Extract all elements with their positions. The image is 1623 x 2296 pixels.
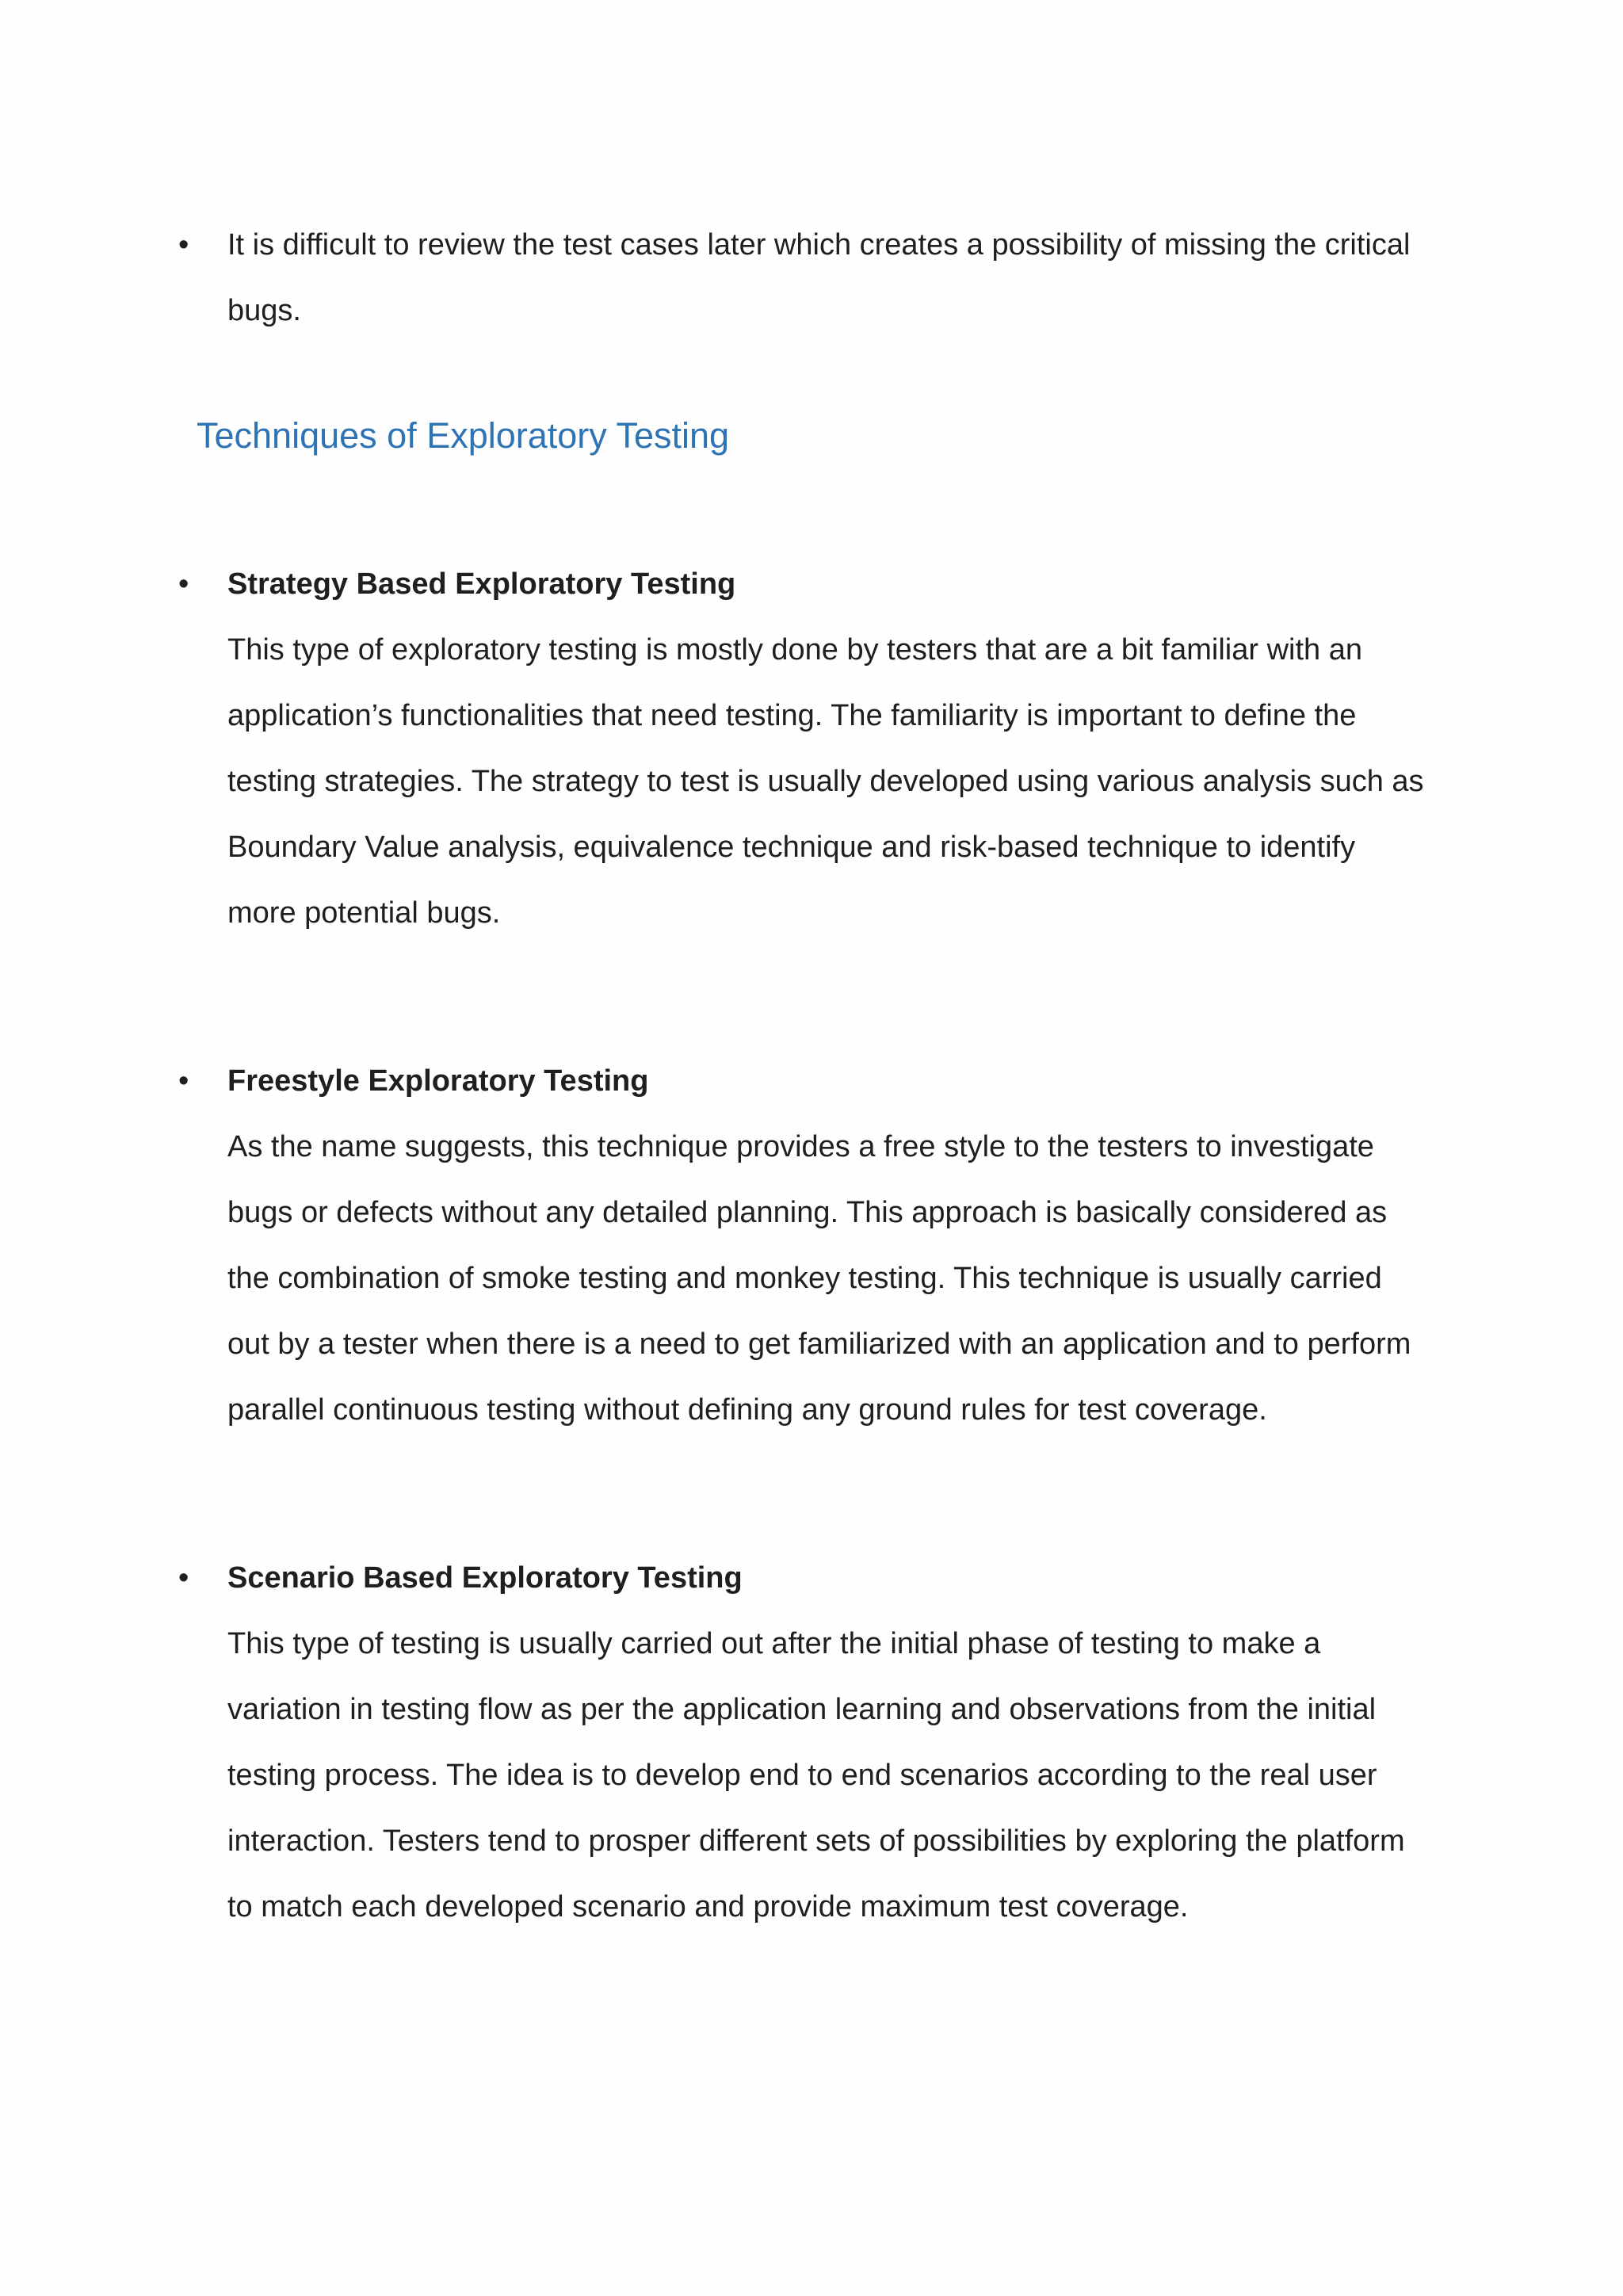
technique-body: This type of testing is usually carried out after the initial phase of testing to make a variation in testing flow as per the application learning and observations from the initial testing process. The idea is to develop end to end scenarios according to the real user interaction. Testers tend to prosper different sets of possibilities by exploring the platform to match each developed scenario and provide maximum test coverage. [227,1627,1405,1924]
technique-item-scenario [178,1545,1432,1940]
technique-title: Strategy Based Exploratory Testing [227,567,736,601]
bullet-icon: • [178,567,189,601]
technique-title: Scenario Based Exploratory Testing [227,1561,743,1595]
intro-bullet-text: It is difficult to review the test cases later which creates a possibility of missing the critical bugs. [227,228,1411,327]
technique-body: As the name suggests, this technique provides a free style to the testers to investigate bugs or defects without any detailed planning. This approach is basically considered as the combination of smoke testing and monkey testing. This technique is usually carried out by a tester when there is a need to get familiarized with an application and to perform parallel continuous testing without defining any ground rules for test coverage. [227,1130,1411,1427]
bullet-icon: • [178,1561,189,1595]
technique-item-freestyle [178,1049,1432,1443]
technique-title: Freestyle Exploratory Testing [227,1064,649,1098]
section-heading: Techniques of Exploratory Testing [197,415,730,456]
technique-body: This type of exploratory testing is mostly done by testers that are a bit familiar with an application’s functionalities that need testing. The familiarity is important to define the testing strategies. The strategy to test is usually developed using various analysis such as Boundary Value analysis, equivalence technique and risk-based technique to identify more potential bugs. [227,633,1424,930]
intro-bullet-item [178,212,1432,344]
technique-item-strategy [178,552,1432,946]
bullet-icon: • [178,228,189,262]
bullet-icon: • [178,1064,189,1098]
